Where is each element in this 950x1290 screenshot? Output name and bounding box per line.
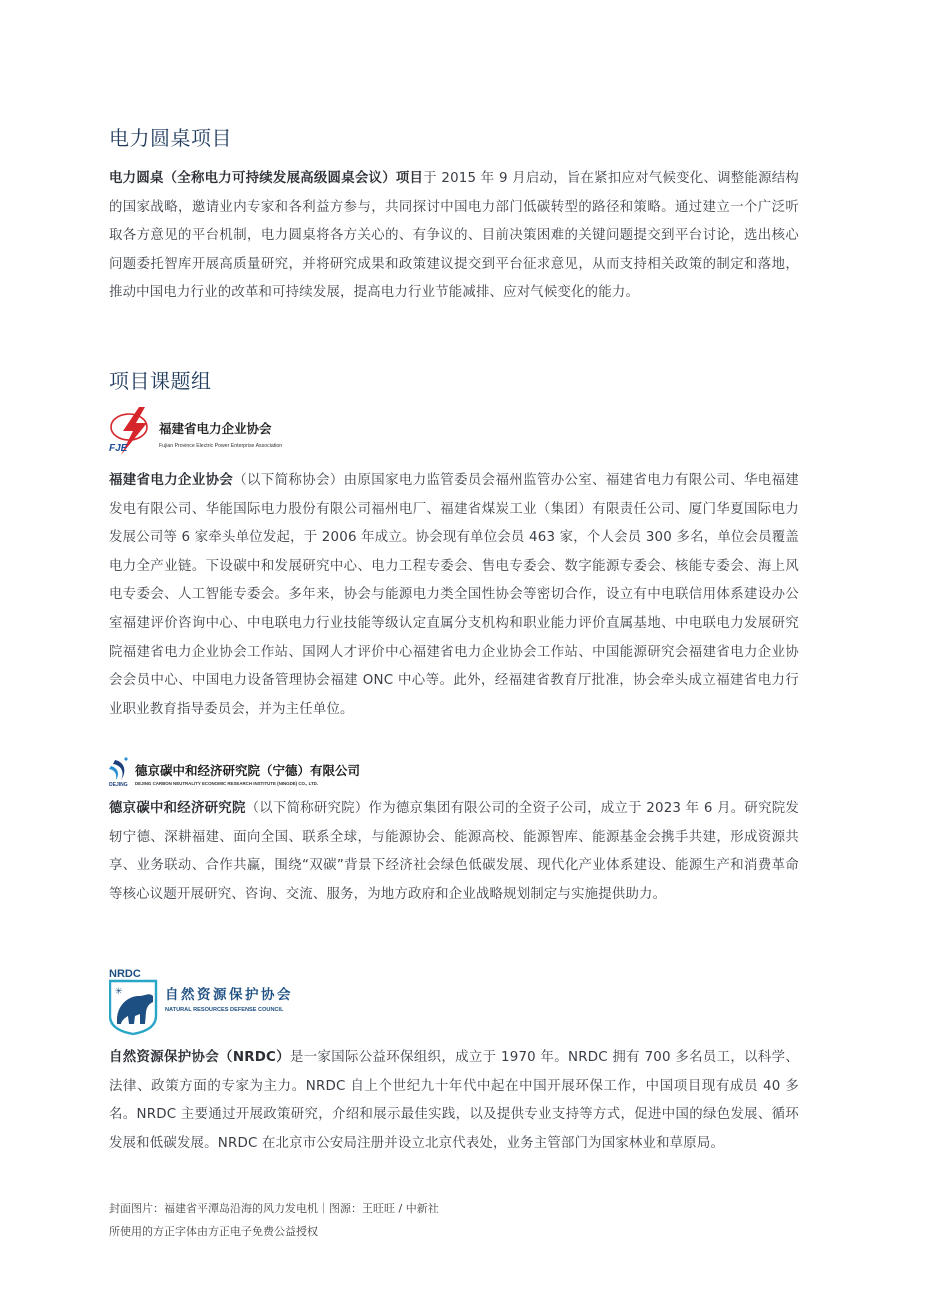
fje-logo-cn: 福建省电力企业协会 [159, 421, 272, 436]
dejing-logo-mark: DEJING [109, 782, 128, 788]
roundtable-bold-lead: 电力圆桌（全称电力可持续发展高级圆桌会议）项目 [109, 171, 424, 186]
fje-logo-mark: FJE [109, 443, 128, 454]
roundtable-body: 于 2015 年 9 月启动，旨在紧扣应对气候变化、调整能源结构的国家战略，邀请业内专家和各利益方参与，共同探讨中国电力部门低碳转型的路径和策略。通过建立一个广泛听取各方意见的平台机制，电力圆桌将各方关心的、有争议的、目前决策困难的关键问题提交到平台讨论，选出核心问题委托智库开展高质量研究，并将研究成果和政策建议提交到平台征求意见，从而支持相关政策的制定和落地，推动中国电力行业的改革和可持续发展，提高电力行业节能减排、应对气候变化的能力。 [109, 171, 799, 301]
fje-logo-mark-icon [109, 405, 299, 457]
dejing-logo-cn: 德京碳中和经济研究院（宁德）有限公司 [135, 763, 361, 778]
fje-body: （以下简称协会）由原国家电力监管委员会福州监管办公室、福建省电力有限公司、华电福建发电有限公司、华能国际电力股份有限公司福州电厂、福建省煤炭工业（集团）有限责任公司、厦门华夏国际电力发展公司等 6 家牵头单位发起，于 2006 年成立。协会现有单位会员 463 家，个人会员 300 多名，单位会员覆盖电力全产业链。下设碳中和发展研究中心、电力工程专委会、售电专委会、数字能源专委会、核能专委会、海上风电专委会、人工智能专委会。多年来，协会与能源电力类全国性协会等密切合作，设立有中电联信用体系建设办公室福建评价咨询中心、中电联电力行业技能等级认定直属分支机构和职业能力评价直属基地、中电联电力发展研究院福建省电力企业协会工作站、国网人才评价中心福建省电力企业协会工作站、中国能源研究会福建省电力企业协会会员中心、中国电力设备管理协会福建 ONC 中心等。此外，经福建省教育厅批准，协会牵头成立福建省电力行业职业教育指导委员会，并为主任单位。 [109, 473, 799, 717]
nrdc-logo-cn: 自然资源保护协会 [165, 987, 293, 1003]
fje-logo [109, 405, 299, 457]
dejing-logo [109, 756, 399, 788]
cover-image-credit: 封面图片：福建省平潭岛沿海的风力发电机｜图源：王旺旺 / 中新社 [109, 1202, 439, 1215]
dejing-body: （以下简称研究院）作为德京集团有限公司的全资子公司，成立于 2023 年 6 月。研究院发轫宁德、深耕福建、面向全国、联系全球，与能源协会、能源高校、能源智库、能源基金会携手共建，形成资源共享、业务联动、合作共赢，围绕“双碳”背景下经济社会绿色低碳发展、现代化产业体系建设、能源生产和消费革命等核心议题开展研究、咨询、交流、服务，为地方政府和企业战略规划制定与实施提供助力。 [109, 801, 800, 902]
roundtable-paragraph [109, 165, 799, 308]
svg-text:✳: ✳ [115, 987, 123, 997]
section-heading-project-team: 项目课题组 [109, 369, 212, 393]
nrdc-logo [109, 966, 339, 1036]
nrdc-paragraph [109, 1044, 799, 1158]
dejing-paragraph [109, 795, 799, 909]
nrdc-bold-lead: 自然资源保护协会（NRDC） [109, 1050, 291, 1065]
dejing-logo-en: DEJING CARBON NEUTRALITY ECONOMIC RESEARCH INSTITUTE (NINGDE) CO., LTD. [135, 781, 319, 786]
nrdc-logo-mark: NRDC [109, 968, 141, 980]
font-license-note: 所使用的方正字体由方正电子免费公益授权 [109, 1225, 318, 1238]
fje-logo-en: Fujian Province Electric Power Enterprise Association [159, 443, 283, 449]
nrdc-logo-mark-icon [109, 966, 339, 1036]
nrdc-body: 是一家国际公益环保组织，成立于 1970 年。NRDC 拥有 700 多名员工，以科学、法律、政策方面的专家为主力。NRDC 自上个世纪九十年代中起在中国开展环保工作，中国项目现有成员 40 多名。NRDC 主要通过开展政策研究，介绍和展示最佳实践，以及提供专业支持等方式，促进中国的绿色发展、循环发展和低碳发展。NRDC 在北京市公安局注册并设立北京代表处，业务主管部门为国家林业和草原局。 [109, 1050, 800, 1151]
dejing-logo-mark-icon [109, 756, 399, 788]
fje-paragraph [109, 467, 799, 724]
nrdc-logo-en: NATURAL RESOURCES DEFENSE COUNCIL [165, 1007, 284, 1013]
fje-bold-lead: 福建省电力企业协会 [109, 473, 234, 488]
section-heading-power-roundtable: 电力圆桌项目 [109, 126, 232, 150]
dejing-bold-lead: 德京碳中和经济研究院 [109, 801, 246, 816]
